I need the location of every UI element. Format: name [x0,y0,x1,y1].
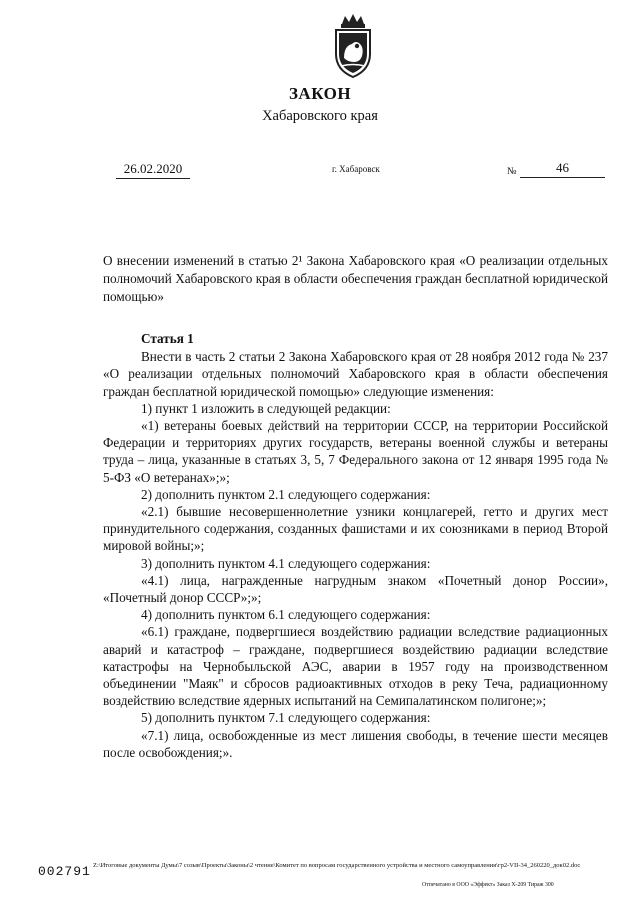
law-subtitle: Хабаровского края [262,108,378,124]
article-paragraph: «7.1) лица, освобожденные из мест лишения свободы, в течение шести месяцев после освобождения;». [103,727,608,760]
article-1 [103,330,608,761]
footer-file-path: Z:\Итоговые документы Думы\7 созыв\Проекты\Законы\2 чтение\Комитет по вопросам государственного устройства и местного самоуправления\гр2-VII-34_260220_док02.doc [93,862,581,869]
article-paragraph: «6.1) граждане, подвергшиеся воздействию радиации вследствие радиационных аварий и катастроф – граждане, подвергшиеся воздействию радиации вследствие катастрофы на Чернобыльской АЭС, аварии в 1957 году на производственном объединении "Маяк" и сбросов радиоактивных отходов в реку Теча, радиационному воздействию вследствие ядерных испытаний на Семипалатинском полигоне;»; [103,624,608,709]
article-paragraph: 5) дополнить пунктом 7.1 следующего содержания: [141,710,431,726]
document-heading: О внесении изменений в статью 2¹ Закона Хабаровского края «О реализации отдельных полномочий Хабаровского края в области обеспечения граждан бесплатной юридической помощью» [103,253,608,304]
footer-code: 002791 [38,864,91,879]
law-title: ЗАКОН [288,84,352,103]
article-paragraph: 3) дополнить пунктом 4.1 следующего содержания: [141,555,431,571]
article-paragraph: «1) ветераны боевых действий на территории СССР, на территории Российской Федерации и территориях других государств, ветераны военной службы и ветераны труда – лица, указанные в статьях 3, 5, 7 Федерального закона от 12 января 1995 года № 5-ФЗ «О ветеранах»;»; [103,418,608,485]
law-number: 46 [520,160,605,178]
article-paragraph: «4.1) лица, награжденные нагрудным знаком «Почетный донор России», «Почетный донор СССР»;»; [103,572,608,606]
coat-of-arms-emblem [330,14,376,80]
article-paragraph: 4) дополнить пунктом 6.1 следующего содержания: [141,607,431,623]
article-paragraph: Внести в часть 2 статьи 2 Закона Хабаровского края от 28 ноября 2012 года № 237 «О реализации отдельных полномочий Хабаровского края в области обеспечения граждан бесплатной юридической помощью» следующие изменения: [103,349,608,399]
article-paragraph: «2.1) бывшие несовершеннолетние узники концлагерей, гетто и других мест принудительного содержания, созданных фашистами и их союзниками в период Второй мировой войны;»; [103,504,608,554]
article-paragraph: 1) пункт 1 изложить в следующей редакции: [141,400,391,416]
article-heading: Статья 1 [141,331,194,346]
article-paragraph: 2) дополнить пунктом 2.1 следующего содержания: [141,486,431,502]
footer-print-note: Отпечатано в ООО «Эффект» Заказ Х-209 Тираж 300 [422,882,554,888]
law-date: 26.02.2020 [116,161,190,179]
law-city: г. Хабаровск [332,164,380,174]
number-label: № [507,166,517,177]
